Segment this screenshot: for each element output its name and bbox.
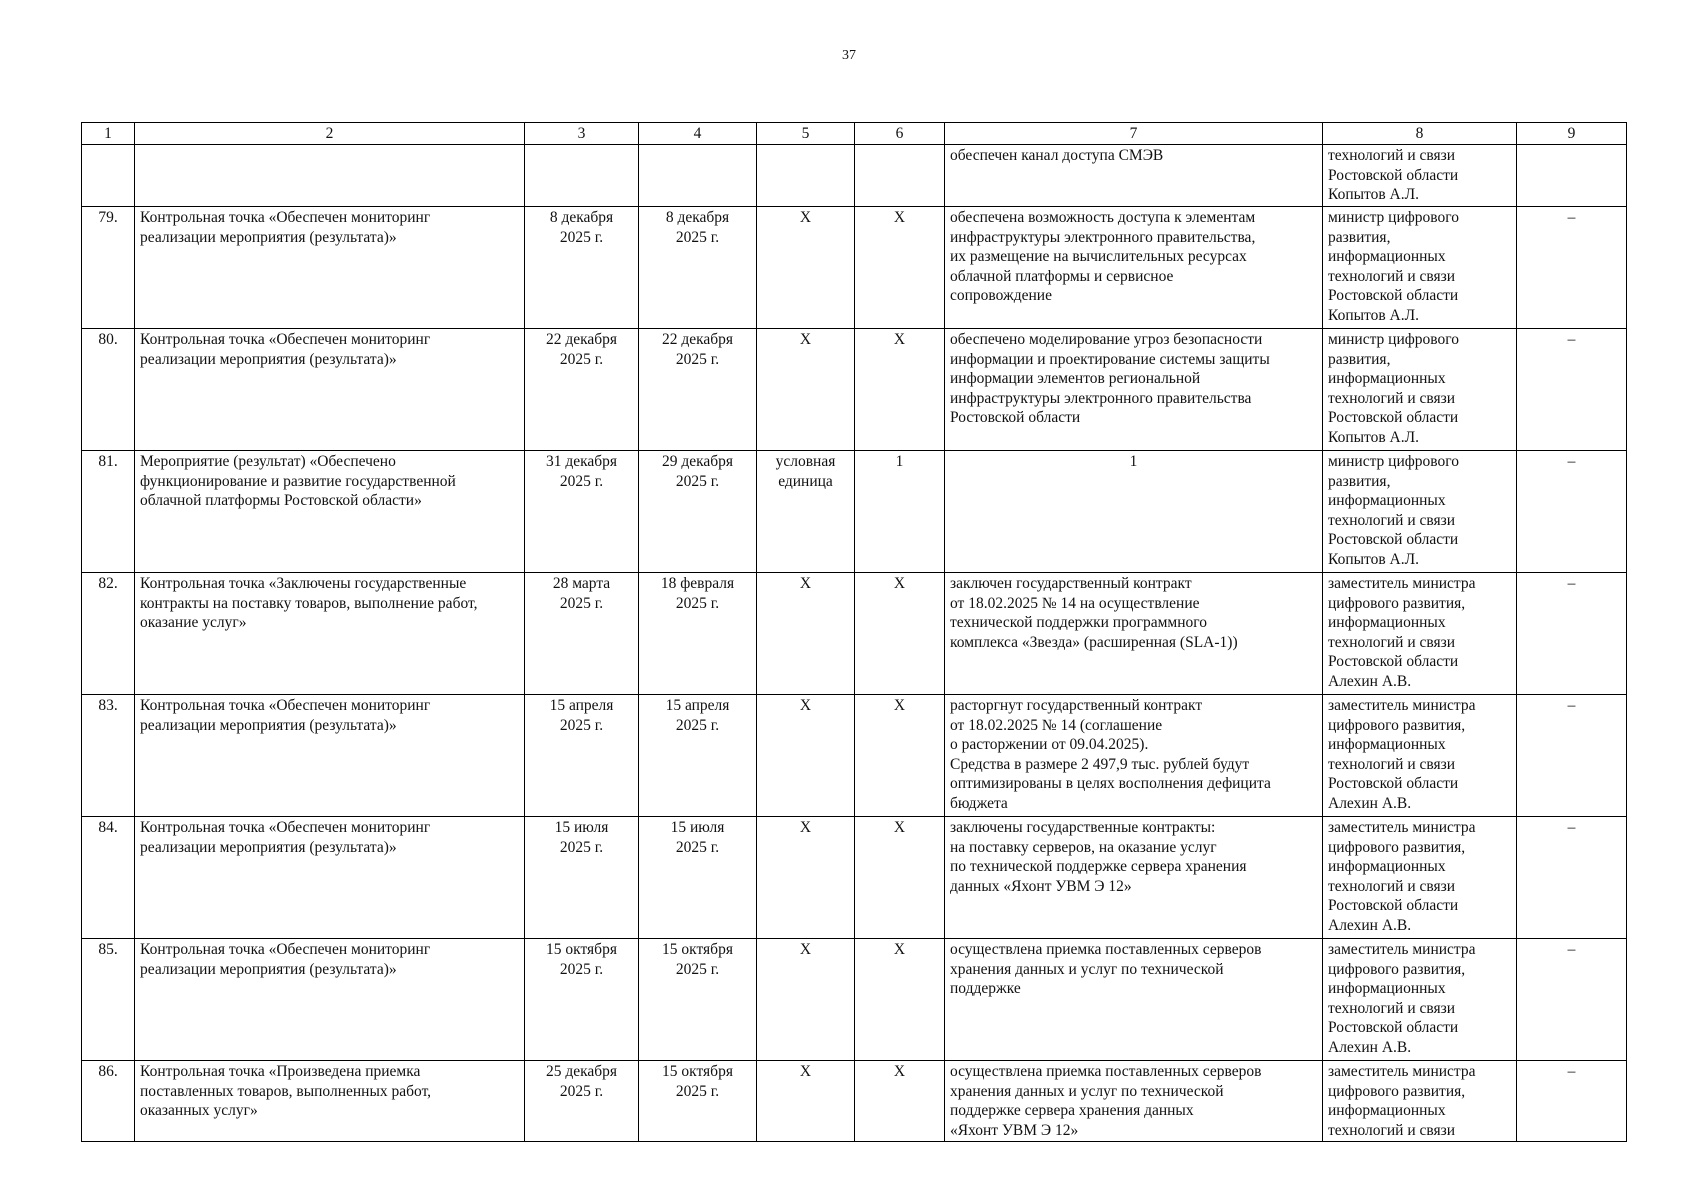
fact-date-cell-line: 2025 г. — [675, 350, 720, 368]
fact-date-cell — [639, 939, 757, 1061]
unit-cell — [757, 1061, 855, 1142]
responsible-cell-line: информационных — [1328, 492, 1446, 510]
responsible-cell-line: заместитель министра — [1328, 1063, 1476, 1080]
plan-date-cell — [525, 145, 639, 207]
plan-date-cell-line: 2025 г. — [559, 228, 604, 246]
responsible-cell-line: развития, — [1328, 350, 1391, 368]
responsible-cell-line: цифрового развития, — [1328, 716, 1466, 734]
responsible-cell-line: Копытов А.Л. — [1328, 186, 1419, 204]
name-cell — [135, 939, 525, 1061]
result-cell-line: инфраструктуры электронного правительства — [950, 389, 1252, 407]
responsible-cell-line: информационных — [1328, 248, 1446, 266]
responsible-cell-line: Алехин А.В. — [1328, 672, 1412, 690]
fact-date-cell-line: 2025 г. — [675, 838, 720, 856]
table-row — [82, 1061, 1627, 1142]
fact-date-cell — [639, 207, 757, 329]
unit-cell-line: единица — [778, 472, 833, 490]
responsible-cell-line: Ростовской области — [1328, 653, 1459, 671]
responsible-cell — [1323, 145, 1517, 207]
responsible-cell — [1323, 695, 1517, 817]
table-row — [82, 451, 1627, 573]
unit-cell — [757, 207, 855, 329]
row-number-cell: 81. — [82, 451, 135, 573]
result-cell — [945, 1061, 1323, 1142]
result-cell-line: инфраструктуры электронного правительства, — [950, 228, 1256, 246]
unit-cell-line: Х — [799, 1063, 812, 1080]
plan-date-cell-line: 22 декабря — [545, 331, 618, 348]
responsible-cell-line: технологий и связи — [1328, 755, 1456, 773]
result-cell-line: облачной платформы и сервисное — [950, 267, 1174, 285]
note-cell: – — [1517, 939, 1627, 1061]
responsible-cell-line: информационных — [1328, 980, 1446, 998]
unit-cell — [757, 451, 855, 573]
result-cell-line: о расторжении от 09.04.2025). — [950, 736, 1149, 754]
name-cell-line: Контрольная точка «Обеспечен мониторинг — [140, 697, 431, 714]
responsible-cell-line: цифрового развития, — [1328, 838, 1466, 856]
name-cell-line: Контрольная точка «Произведена приемка — [140, 1063, 421, 1080]
fact-date-cell-line: 15 октября — [662, 1063, 733, 1080]
value-cell: Х — [855, 329, 945, 451]
responsible-cell-line: цифрового развития, — [1328, 1082, 1466, 1100]
responsible-cell-line: Ростовской области — [1328, 287, 1459, 305]
plan-date-cell — [525, 939, 639, 1061]
unit-cell — [757, 329, 855, 451]
name-cell — [135, 207, 525, 329]
plan-date-cell — [525, 207, 639, 329]
fact-date-cell-line: 15 апреля — [665, 697, 730, 714]
responsible-cell-line: министр цифрового — [1328, 331, 1459, 348]
unit-cell — [757, 817, 855, 939]
unit-cell-line: Х — [799, 697, 812, 714]
responsible-cell-line: Копытов А.Л. — [1328, 306, 1419, 324]
responsible-cell-line: информационных — [1328, 370, 1446, 388]
responsible-cell-line: технологий и связи — [1328, 389, 1456, 407]
header-cell: 7 — [945, 123, 1323, 145]
name-cell-line: реализации мероприятия (результата)» — [140, 716, 397, 734]
result-cell-line: информации и проектирование системы защиты — [950, 350, 1270, 368]
name-cell-line: контракты на поставку товаров, выполнение работ, — [140, 594, 478, 612]
table-row — [82, 207, 1627, 329]
fact-date-cell-line: 15 октября — [662, 941, 733, 958]
result-cell — [945, 207, 1323, 329]
header-cell: 9 — [1517, 123, 1627, 145]
name-cell-line: функционирование и развитие государственной — [140, 472, 456, 490]
name-cell — [135, 451, 525, 573]
responsible-cell-line: информационных — [1328, 614, 1446, 632]
result-cell — [945, 939, 1323, 1061]
fact-date-cell — [639, 451, 757, 573]
responsible-cell-line: цифрового развития, — [1328, 960, 1466, 978]
result-cell-line: осуществлена приемка поставленных серверов — [950, 1063, 1262, 1080]
result-cell-line: технической поддержки программного — [950, 614, 1207, 632]
note-cell: – — [1517, 695, 1627, 817]
plan-date-cell-line: 2025 г. — [559, 838, 604, 856]
plan-date-cell — [525, 695, 639, 817]
fact-date-cell-line: 2025 г. — [675, 1082, 720, 1100]
result-cell — [945, 329, 1323, 451]
table-header-row — [82, 123, 1627, 145]
plan-date-cell — [525, 573, 639, 695]
table-row — [82, 573, 1627, 695]
row-number-cell — [82, 145, 135, 207]
fact-date-cell-line: 15 июля — [670, 819, 725, 836]
result-cell-line: поддержке — [950, 980, 1021, 998]
plan-date-cell-line: 2025 г. — [559, 472, 604, 490]
plan-date-cell-line: 2025 г. — [559, 594, 604, 612]
responsible-cell-line: Алехин А.В. — [1328, 794, 1412, 812]
table-body — [82, 123, 1627, 1142]
result-cell — [945, 451, 1323, 573]
responsible-cell-line: Ростовской области — [1328, 166, 1459, 184]
plan-date-cell-line: 2025 г. — [559, 716, 604, 734]
plan-date-cell-line: 15 апреля — [549, 697, 614, 714]
fact-date-cell — [639, 329, 757, 451]
plan-date-cell-line: 2025 г. — [559, 1082, 604, 1100]
table-row — [82, 329, 1627, 451]
name-cell-line: поставленных товаров, выполненных работ, — [140, 1082, 432, 1100]
unit-cell-line: условная — [775, 453, 836, 470]
result-cell-line: заключен государственный контракт — [950, 575, 1192, 592]
name-cell-line: Контрольная точка «Обеспечен мониторинг — [140, 209, 431, 226]
name-cell-line: Контрольная точка «Обеспечен мониторинг — [140, 819, 431, 836]
row-number-cell: 82. — [82, 573, 135, 695]
result-cell-value: 1 — [1129, 453, 1138, 470]
responsible-cell-line: Ростовской области — [1328, 409, 1459, 427]
plan-date-cell-line: 15 октября — [546, 941, 617, 958]
responsible-cell-line: развития, — [1328, 228, 1391, 246]
name-cell-line: Мероприятие (результат) «Обеспечено — [140, 453, 396, 470]
plan-date-cell-line: 31 декабря — [545, 453, 618, 470]
responsible-cell-line: информационных — [1328, 858, 1446, 876]
fact-date-cell-line: 2025 г. — [675, 960, 720, 978]
header-cell: 1 — [82, 123, 135, 145]
plan-date-cell — [525, 329, 639, 451]
row-number-cell: 80. — [82, 329, 135, 451]
plan-date-cell-line: 25 декабря — [545, 1063, 618, 1080]
result-cell — [945, 145, 1323, 207]
responsible-cell-line: Ростовской области — [1328, 531, 1459, 549]
result-cell-line: обеспечено моделирование угроз безопасности — [950, 331, 1263, 348]
fact-date-cell-line: 2025 г. — [675, 716, 720, 734]
responsible-cell — [1323, 1061, 1517, 1142]
result-cell-line: данных «Яхонт УВМ Э 12» — [950, 877, 1132, 895]
responsible-cell-line: цифрового развития, — [1328, 594, 1466, 612]
result-cell — [945, 695, 1323, 817]
unit-cell — [757, 939, 855, 1061]
fact-date-cell-line: 8 декабря — [665, 209, 730, 226]
name-cell — [135, 329, 525, 451]
responsible-cell-line: технологий и связи — [1328, 267, 1456, 285]
plan-date-cell — [525, 1061, 639, 1142]
result-cell-line: информации элементов региональной — [950, 370, 1201, 388]
responsible-cell-line: информационных — [1328, 736, 1446, 754]
note-cell: – — [1517, 207, 1627, 329]
plan-date-cell — [525, 451, 639, 573]
responsible-cell-line: технологий и связи — [1328, 877, 1456, 895]
responsible-cell-line: Алехин А.В. — [1328, 1038, 1412, 1056]
fact-date-cell-line: 18 февраля — [660, 575, 735, 592]
name-cell — [135, 1061, 525, 1142]
fact-date-cell — [639, 145, 757, 207]
note-cell: – — [1517, 451, 1627, 573]
unit-cell-line: Х — [799, 819, 812, 836]
plan-date-cell — [525, 817, 639, 939]
responsible-cell-line: министр цифрового — [1328, 453, 1459, 470]
result-cell-line: Средства в размере 2 497,9 тыс. рублей будут — [950, 755, 1250, 773]
result-cell-line: бюджета — [950, 794, 1008, 812]
responsible-cell-line: заместитель министра — [1328, 697, 1476, 714]
name-cell-line: облачной платформы Ростовской области» — [140, 492, 422, 510]
note-cell: – — [1517, 329, 1627, 451]
table-row — [82, 817, 1627, 939]
result-cell-line: обеспечена возможность доступа к элементам — [950, 209, 1256, 226]
responsible-cell-line: Ростовской области — [1328, 897, 1459, 915]
responsible-cell-line: Алехин А.В. — [1328, 916, 1412, 934]
result-cell-line: по технической поддержке сервера хранения — [950, 858, 1247, 876]
unit-cell — [757, 695, 855, 817]
name-cell-line: Контрольная точка «Обеспечен мониторинг — [140, 941, 431, 958]
note-cell — [1517, 145, 1627, 207]
fact-date-cell — [639, 817, 757, 939]
name-cell-line: оказанных услуг» — [140, 1102, 258, 1120]
unit-cell-line: Х — [799, 575, 812, 592]
result-cell-line: комплекса «Звезда» (расширенная (SLA-1)) — [950, 633, 1238, 651]
responsible-cell-line: министр цифрового — [1328, 209, 1459, 226]
unit-cell-line: Х — [799, 331, 812, 348]
responsible-cell-line: развития, — [1328, 472, 1391, 490]
responsible-cell-line: технологий и связи — [1328, 1121, 1456, 1139]
result-cell-line: заключены государственные контракты: — [950, 819, 1216, 836]
unit-cell-line: Х — [799, 209, 812, 226]
result-cell-line: от 18.02.2025 № 14 (соглашение — [950, 716, 1163, 734]
responsible-cell — [1323, 329, 1517, 451]
responsible-cell — [1323, 207, 1517, 329]
responsible-cell-line: заместитель министра — [1328, 575, 1476, 592]
unit-cell — [757, 145, 855, 207]
value-cell: Х — [855, 1061, 945, 1142]
name-cell — [135, 145, 525, 207]
value-cell: Х — [855, 817, 945, 939]
row-number-cell: 84. — [82, 817, 135, 939]
responsible-cell-line: технологий и связи — [1328, 999, 1456, 1017]
table-row — [82, 145, 1627, 207]
header-cell: 2 — [135, 123, 525, 145]
result-cell-line: оптимизированы в целях восполнения дефицита — [950, 775, 1271, 793]
name-cell-line: Контрольная точка «Обеспечен мониторинг — [140, 331, 431, 348]
note-cell: – — [1517, 573, 1627, 695]
result-cell-line: расторгнут государственный контракт — [950, 697, 1203, 714]
result-cell-line: «Яхонт УВМ Э 12» — [950, 1121, 1079, 1139]
value-cell: 1 — [855, 451, 945, 573]
row-number-cell: 79. — [82, 207, 135, 329]
responsible-cell-line: Ростовской области — [1328, 775, 1459, 793]
fact-date-cell-line: 2025 г. — [675, 594, 720, 612]
plan-date-cell-line: 15 июля — [554, 819, 609, 836]
responsible-cell-line: заместитель министра — [1328, 819, 1476, 836]
result-cell-line: осуществлена приемка поставленных серверов — [950, 941, 1262, 958]
row-number-cell: 86. — [82, 1061, 135, 1142]
result-cell-line: их размещение на вычислительных ресурсах — [950, 248, 1247, 266]
value-cell: Х — [855, 573, 945, 695]
value-cell: Х — [855, 695, 945, 817]
responsible-cell — [1323, 817, 1517, 939]
fact-date-cell-line: 29 декабря — [661, 453, 734, 470]
report-table — [81, 122, 1627, 1142]
result-cell — [945, 817, 1323, 939]
responsible-cell-line: Копытов А.Л. — [1328, 550, 1419, 568]
header-cell: 3 — [525, 123, 639, 145]
responsible-cell-line: информационных — [1328, 1102, 1446, 1120]
responsible-cell-line: заместитель министра — [1328, 941, 1476, 958]
fact-date-cell-line: 2025 г. — [675, 228, 720, 246]
plan-date-cell-line: 2025 г. — [559, 960, 604, 978]
header-cell: 4 — [639, 123, 757, 145]
value-cell: Х — [855, 939, 945, 1061]
header-cell: 6 — [855, 123, 945, 145]
name-cell — [135, 817, 525, 939]
page-number: 37 — [842, 48, 856, 63]
fact-date-cell-line: 22 декабря — [661, 331, 734, 348]
fact-date-cell — [639, 573, 757, 695]
result-cell-line: хранения данных и услуг по технической — [950, 1082, 1224, 1100]
responsible-cell-line: технологий и связи — [1328, 633, 1456, 651]
fact-date-cell — [639, 695, 757, 817]
result-cell-line: хранения данных и услуг по технической — [950, 960, 1224, 978]
result-cell-line: на поставку серверов, на оказание услуг — [950, 838, 1217, 856]
name-cell-line: реализации мероприятия (результата)» — [140, 228, 397, 246]
name-cell-line: реализации мероприятия (результата)» — [140, 350, 397, 368]
fact-date-cell-line: 2025 г. — [675, 472, 720, 490]
responsible-cell — [1323, 939, 1517, 1061]
result-cell-line: Ростовской области — [950, 409, 1081, 427]
responsible-cell-line: технологий и связи — [1328, 511, 1456, 529]
responsible-cell-line: Копытов А.Л. — [1328, 428, 1419, 446]
result-cell-line: от 18.02.2025 № 14 на осуществление — [950, 594, 1200, 612]
result-cell-line: обеспечен канал доступа СМЭВ — [950, 147, 1164, 164]
note-cell: – — [1517, 817, 1627, 939]
result-cell-line: сопровождение — [950, 287, 1052, 305]
table-row — [82, 695, 1627, 817]
result-cell — [945, 573, 1323, 695]
plan-date-cell-line: 2025 г. — [559, 350, 604, 368]
plan-date-cell-line: 8 декабря — [549, 209, 614, 226]
name-cell — [135, 573, 525, 695]
row-number-cell: 83. — [82, 695, 135, 817]
unit-cell-line: Х — [799, 941, 812, 958]
result-cell-line: поддержке сервера хранения данных — [950, 1102, 1194, 1120]
row-number-cell: 85. — [82, 939, 135, 1061]
header-cell: 8 — [1323, 123, 1517, 145]
fact-date-cell — [639, 1061, 757, 1142]
name-cell-line: оказание услуг» — [140, 614, 247, 632]
name-cell-line: реализации мероприятия (результата)» — [140, 838, 397, 856]
note-cell: – — [1517, 1061, 1627, 1142]
responsible-cell — [1323, 451, 1517, 573]
name-cell-line: реализации мероприятия (результата)» — [140, 960, 397, 978]
header-cell: 5 — [757, 123, 855, 145]
name-cell-line: Контрольная точка «Заключены государственные — [140, 575, 467, 592]
plan-date-cell-line: 28 марта — [552, 575, 611, 592]
responsible-cell-line: технологий и связи — [1328, 147, 1456, 164]
unit-cell — [757, 573, 855, 695]
responsible-cell-line: Ростовской области — [1328, 1019, 1459, 1037]
table-row — [82, 939, 1627, 1061]
value-cell: Х — [855, 207, 945, 329]
name-cell — [135, 695, 525, 817]
responsible-cell — [1323, 573, 1517, 695]
value-cell — [855, 145, 945, 207]
